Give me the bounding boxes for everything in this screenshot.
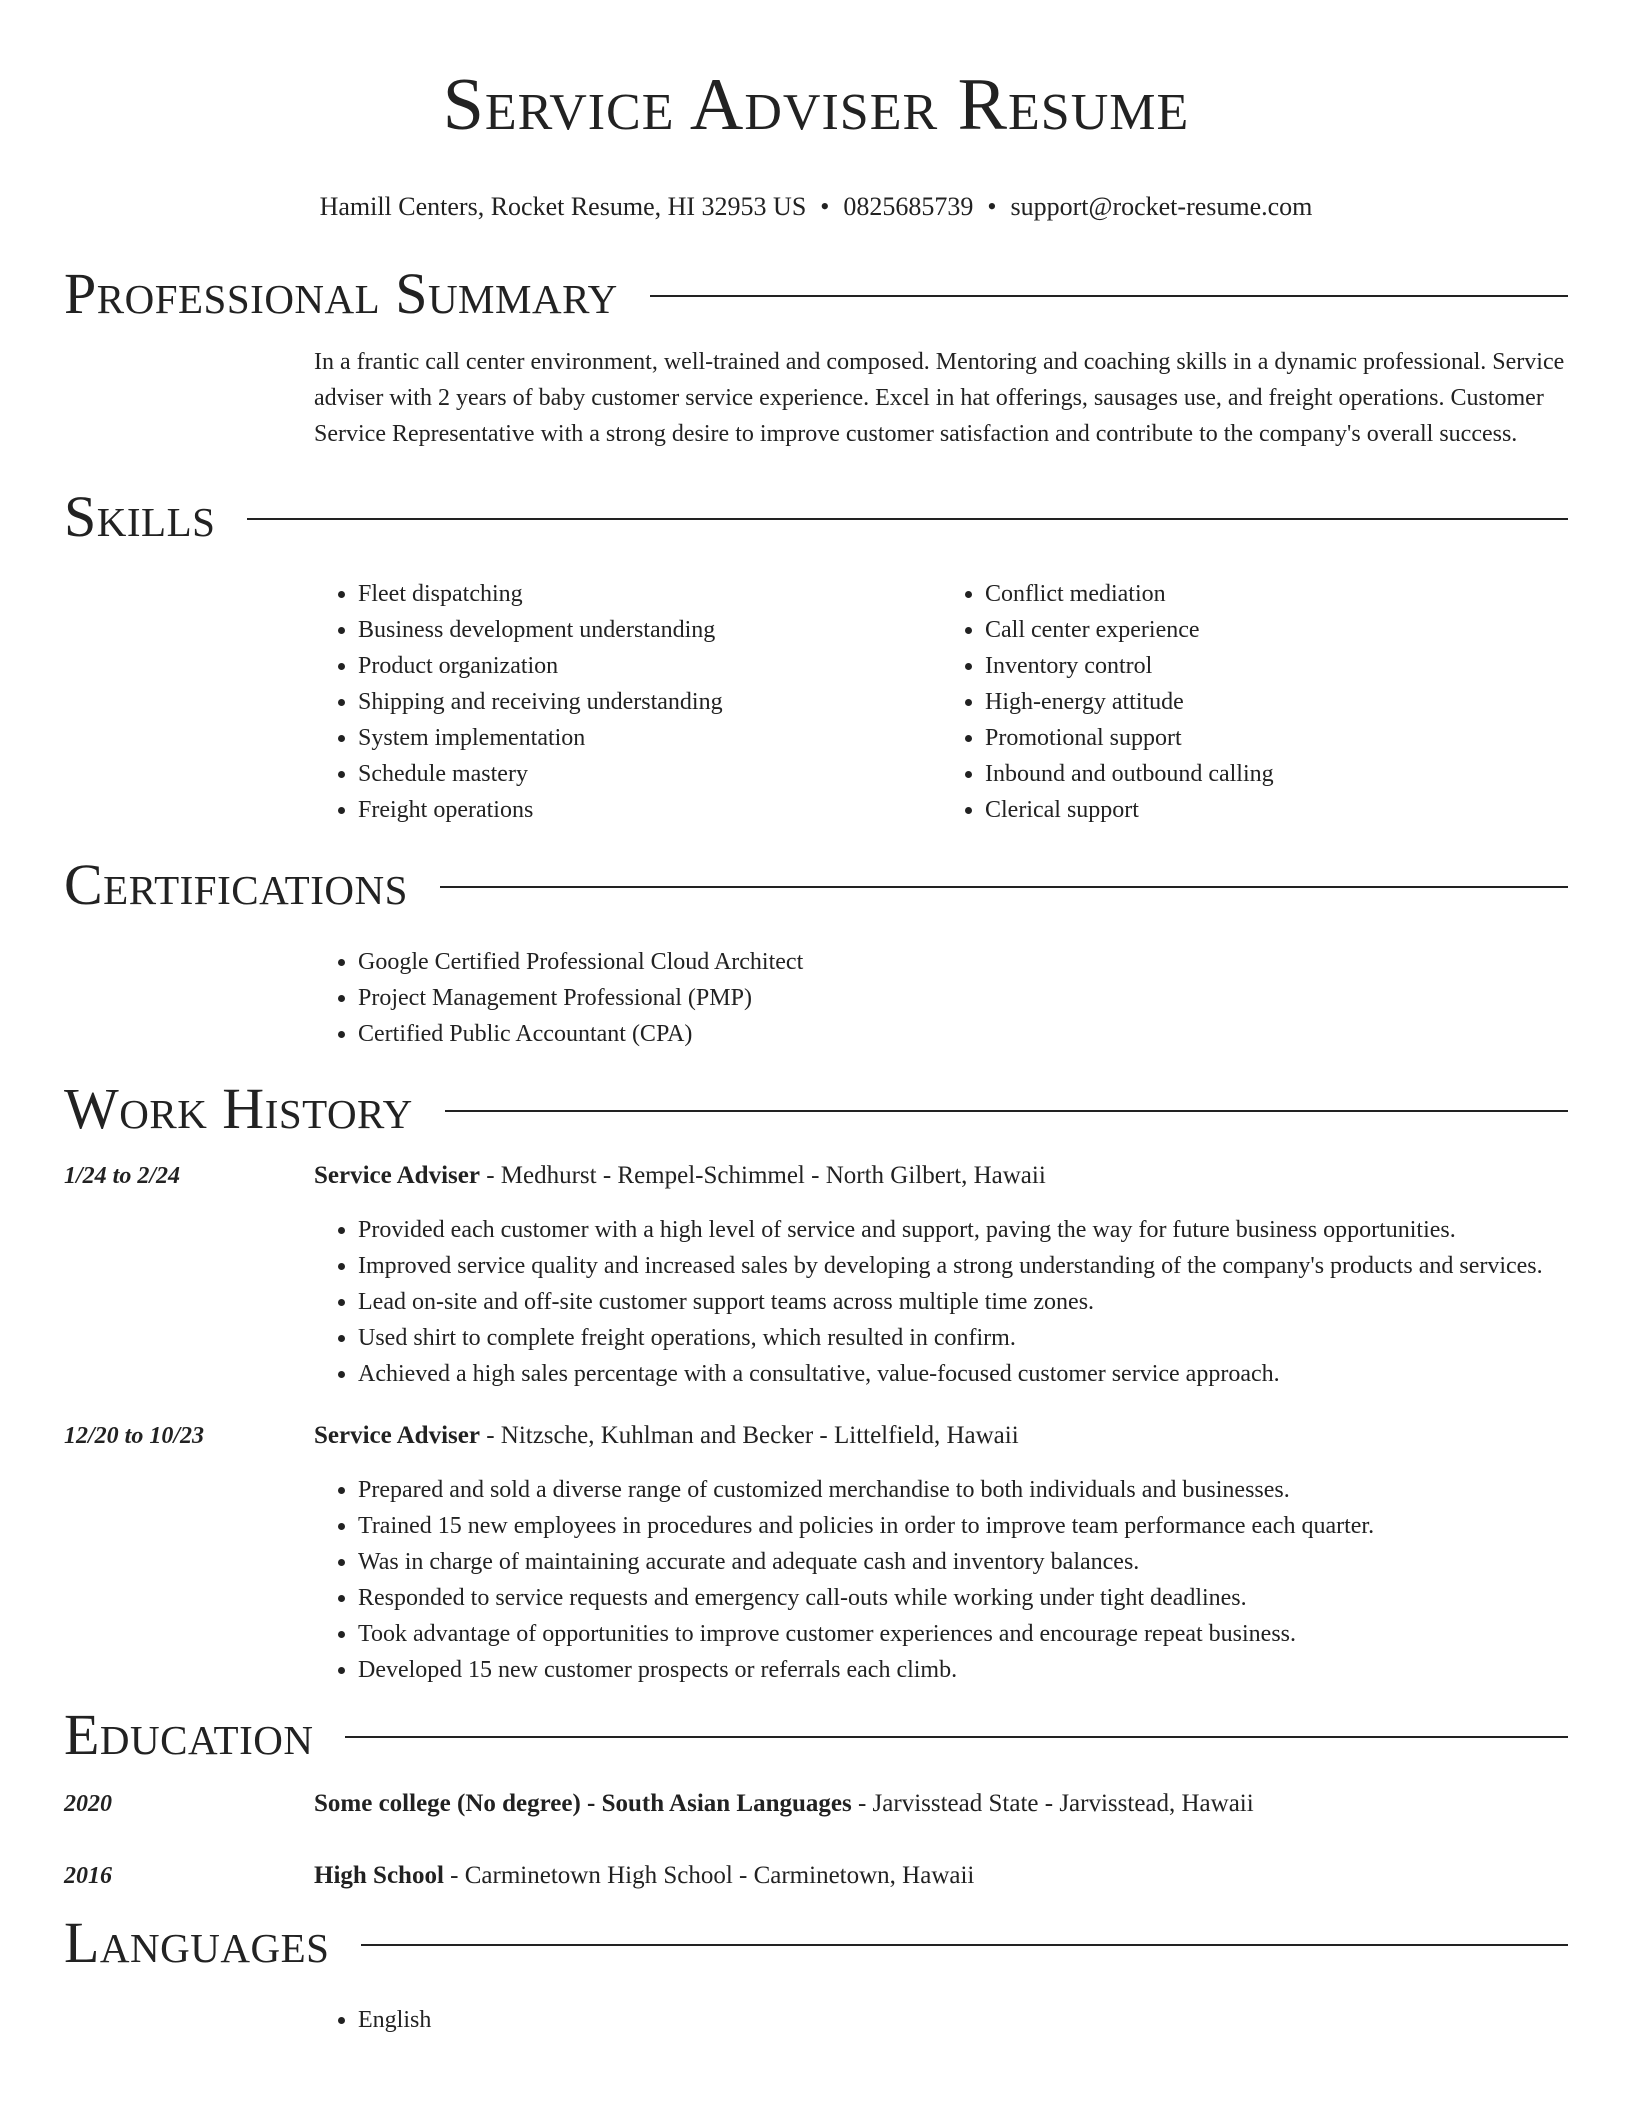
job-bullet: • Trained 15 new employees in procedures and policies in order to improve team performance each quarter. (358, 1508, 1568, 1544)
job-bullet-list (314, 1472, 1568, 1688)
job-bullet: • Responded to service requests and emergency call-outs while working under tight deadlines. (358, 1580, 1568, 1616)
section-header (64, 1700, 1568, 1770)
certification-item: • Certified Public Accountant (CPA) (358, 1016, 1568, 1052)
job-bullet: • Developed 15 new customer prospects or referrals each climb. (358, 1652, 1568, 1688)
education-entry (64, 1858, 1568, 1894)
job-bullet: • Took advantage of opportunities to improve customer experiences and encourage repeat business. (358, 1616, 1568, 1652)
education-line (314, 1786, 1568, 1822)
skill-item: • Schedule mastery (358, 756, 941, 792)
job-bullets (314, 1212, 1568, 1392)
section-title: Professional Summary (64, 261, 618, 326)
section-divider (361, 1944, 1568, 1946)
resume-title: Service Adviser Resume (442, 64, 1190, 146)
job-dates: 12/20 to 10/23 (64, 1423, 205, 1449)
work-history-entries (0, 1158, 1632, 1688)
job-employer: - Nitzsche, Kuhlman and Becker - Littelfield, Hawaii (479, 1422, 1019, 1449)
skills-list-left (314, 576, 941, 828)
separator-dot: • (987, 192, 997, 221)
summary-text: In a frantic call center environment, well-trained and composed. Mentoring and coaching skills in a dynamic professional. Service adviser with 2 years of baby customer service experience. Excel in hat offerings, sausages use, and freight operations. Customer Service Representative with a strong desire to improve customer satisfaction and contribute to the company's overall success. (314, 349, 1565, 447)
language-item: • English (358, 2002, 1568, 2038)
skill-item: • Conflict mediation (985, 576, 1568, 612)
job-title-line (314, 1418, 1568, 1454)
job-header (64, 1418, 1568, 1454)
job-entry (0, 1418, 1632, 1688)
section-title: Certifications (64, 852, 408, 917)
certifications-list (314, 944, 1568, 1052)
skills-columns (314, 576, 1568, 828)
education-degree: Some college (No degree) - South Asian Languages (314, 1790, 852, 1817)
section-title: Education (64, 1702, 314, 1767)
skill-item: • Inventory control (985, 648, 1568, 684)
education-school: - Carminetown High School - Carminetown, Hawaii (443, 1862, 975, 1889)
section-divider (247, 518, 1568, 520)
job-title-line (314, 1158, 1568, 1194)
contact-line (0, 192, 1632, 222)
work-history-section (0, 1074, 1632, 1688)
section-title: Work History (64, 1076, 413, 1141)
skill-item: • Product organization (358, 648, 941, 684)
section-divider (440, 886, 1568, 888)
education-entry (64, 1786, 1568, 1822)
certification-item: • Google Certified Professional Cloud Architect (358, 944, 1568, 980)
skill-item: • Business development understanding (358, 612, 941, 648)
section-title: Skills (64, 484, 216, 549)
section-divider (650, 295, 1568, 297)
education-entries (0, 1786, 1632, 1894)
job-entry (0, 1158, 1632, 1392)
job-role: Service Adviser (314, 1422, 480, 1449)
job-dates: 1/24 to 2/24 (64, 1163, 181, 1189)
skill-item: • Freight operations (358, 792, 941, 828)
summary-section (0, 259, 1632, 452)
section-header (64, 1074, 1568, 1144)
skill-item: • Clerical support (985, 792, 1568, 828)
section-title: Languages (64, 1910, 330, 1975)
contact-email: support@rocket-resume.com (1010, 192, 1313, 221)
section-header (64, 482, 1568, 552)
education-year: 2020 (64, 1791, 112, 1817)
education-school: - Jarvisstead State - Jarvisstead, Hawaii (851, 1790, 1254, 1817)
skills-list-right (941, 576, 1568, 828)
skills-section (0, 482, 1632, 828)
languages-body (314, 2002, 1568, 2038)
section-header (64, 850, 1568, 920)
job-bullet-list (314, 1212, 1568, 1392)
job-bullet: • Lead on-site and off-site customer support teams across multiple time zones. (358, 1284, 1568, 1320)
skill-item: • Fleet dispatching (358, 576, 941, 612)
job-bullets (314, 1472, 1568, 1688)
section-divider (345, 1736, 1568, 1738)
section-divider (445, 1110, 1568, 1112)
job-bullet: • Achieved a high sales percentage with a consultative, value-focused customer service approach. (358, 1356, 1568, 1392)
skill-item: • Inbound and outbound calling (985, 756, 1568, 792)
job-role: Service Adviser (314, 1162, 480, 1189)
job-bullet: • Provided each customer with a high level of service and support, paving the way for future business opportunities. (358, 1212, 1568, 1248)
education-line (314, 1858, 1568, 1894)
section-header (64, 259, 1568, 329)
job-bullet: • Was in charge of maintaining accurate and adequate cash and inventory balances. (358, 1544, 1568, 1580)
skill-item: • System implementation (358, 720, 941, 756)
languages-section (0, 1908, 1632, 2038)
job-bullet: • Prepared and sold a diverse range of customized merchandise to both individuals and businesses. (358, 1472, 1568, 1508)
skill-item: • High-energy attitude (985, 684, 1568, 720)
education-section (0, 1700, 1632, 1894)
skill-item: • Promotional support (985, 720, 1568, 756)
education-year: 2016 (64, 1863, 112, 1889)
skill-item: • Shipping and receiving understanding (358, 684, 941, 720)
job-bullet: • Improved service quality and increased sales by developing a strong understanding of the company's products and services. (358, 1248, 1568, 1284)
certifications-section (0, 850, 1632, 1052)
education-degree: High School (314, 1862, 444, 1889)
certifications-body (314, 944, 1568, 1052)
separator-dot: • (820, 192, 830, 221)
contact-phone: 0825685739 (843, 192, 974, 221)
contact-address: Hamill Centers, Rocket Resume, HI 32953 US (319, 192, 807, 221)
certification-item: • Project Management Professional (PMP) (358, 980, 1568, 1016)
job-employer: - Medhurst - Rempel-Schimmel - North Gilbert, Hawaii (479, 1162, 1046, 1189)
job-header (64, 1158, 1568, 1194)
section-header (64, 1908, 1568, 1978)
skill-item: • Call center experience (985, 612, 1568, 648)
summary-body (314, 344, 1568, 452)
languages-list (314, 2002, 1568, 2038)
job-bullet: • Used shirt to complete freight operations, which resulted in confirm. (358, 1320, 1568, 1356)
